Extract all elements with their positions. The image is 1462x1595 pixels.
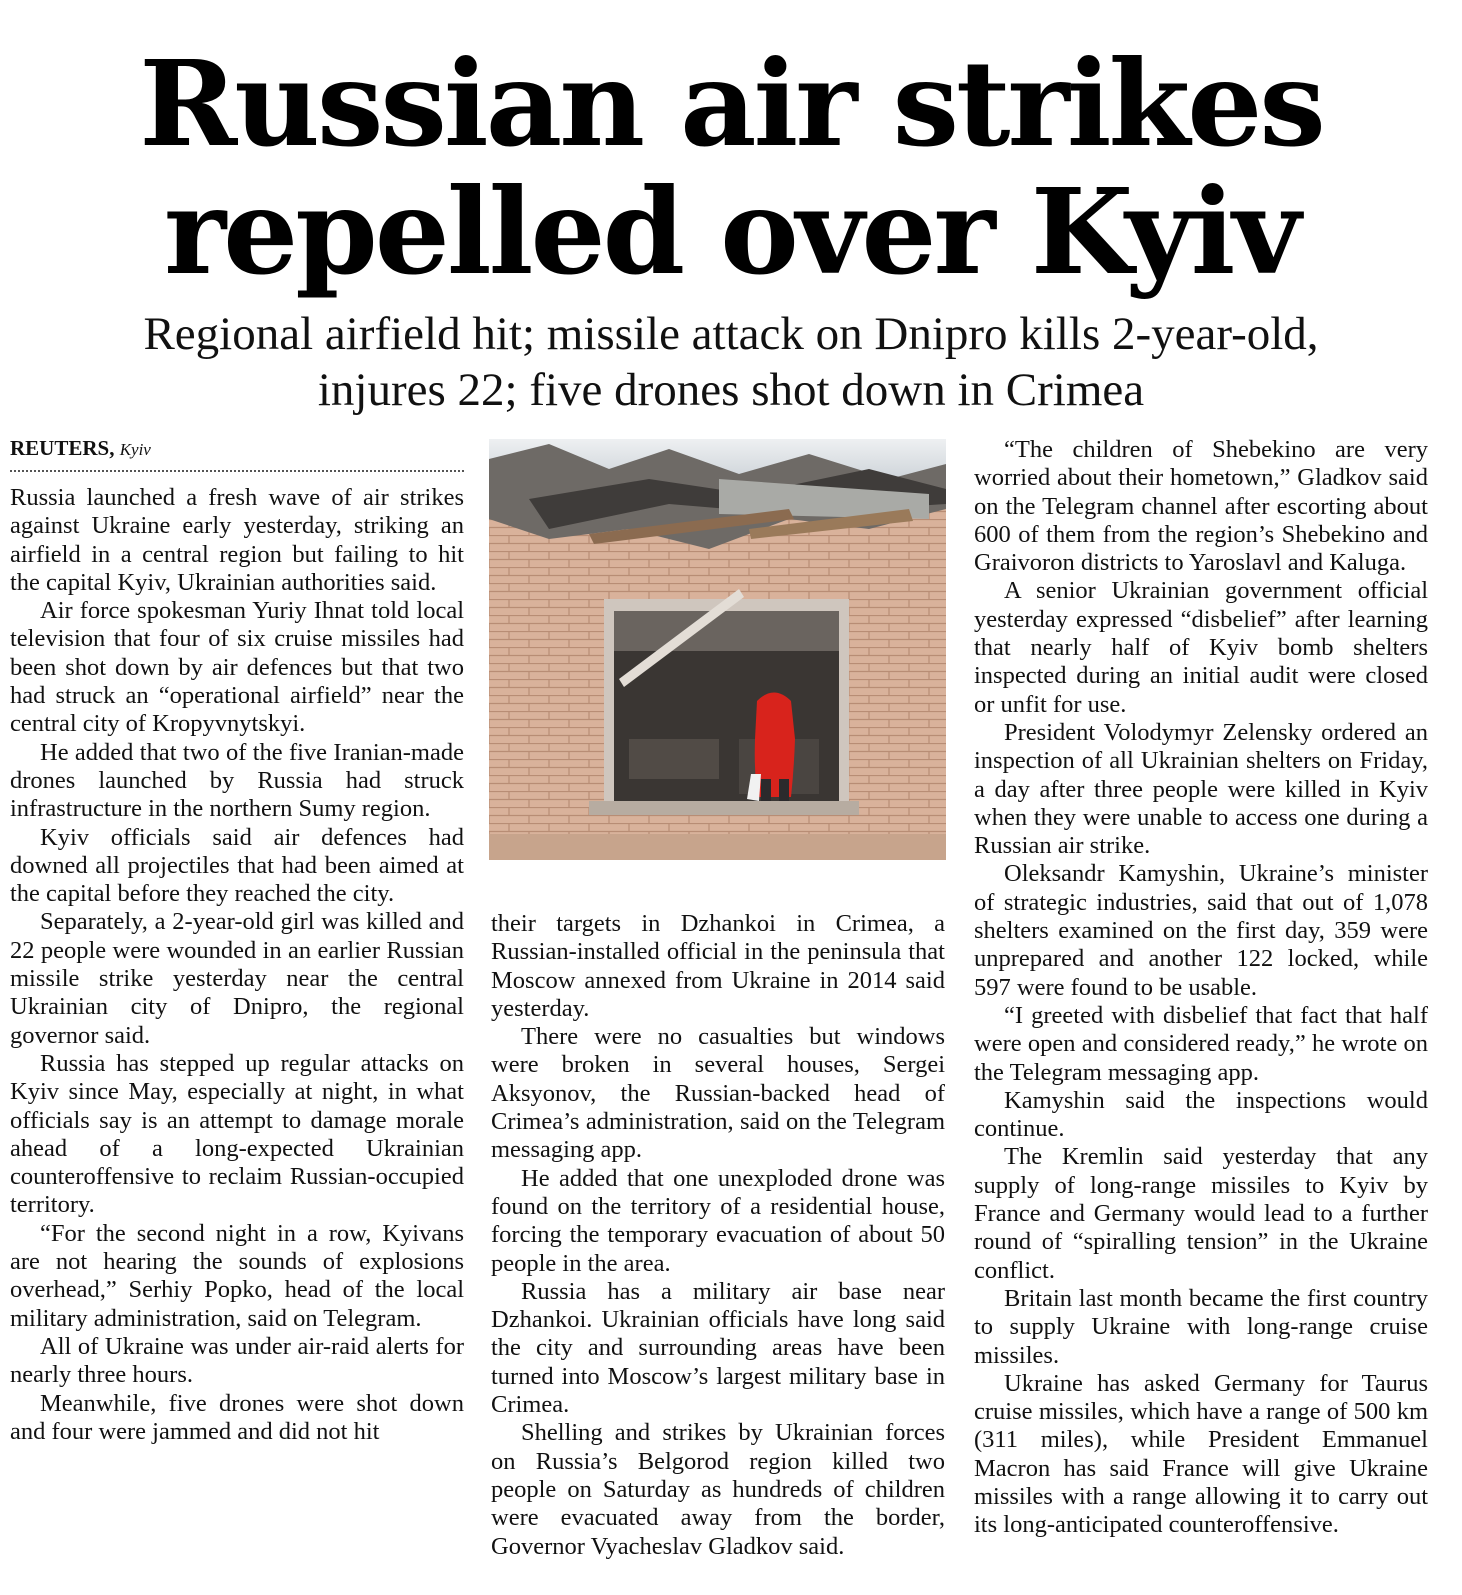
paragraph: Britain last month became the first country to supply Ukraine with long-range cruise missiles. (974, 1284, 1428, 1369)
subheadline (20, 306, 1442, 418)
byline-place: Kyiv (119, 440, 151, 459)
article-column-2 (491, 910, 945, 1586)
subheadline-line-2: injures 22; five drones shot down in Crimea (317, 364, 1145, 416)
paragraph: A senior Ukrainian government official yesterday expressed “disbelief” after learning that nearly half of Kyiv bomb shelters inspected during an initial audit were closed or unfit for use. (974, 577, 1428, 718)
article-column-3 (974, 436, 1428, 1586)
paragraph: Russia has stepped up regular attacks on Kyiv since May, especially at night, in what officials say is an attempt to damage morale ahead of a long-expected Ukrainian counteroffensive to reclaim Russian-occupied territory. (10, 1049, 464, 1219)
byline (10, 436, 464, 472)
paragraph: Meanwhile, five drones were shot down and four were jammed and did not hit (10, 1389, 464, 1445)
paragraph: Oleksandr Kamyshin, Ukraine’s minister of strategic industries, said that out of 1,078 shelters examined on the first day, 359 were unprepared and another 122 locked, while 597 were found to be usable. (974, 860, 1428, 1001)
paragraph: Russia launched a fresh wave of air strikes against Ukraine early yesterday, striking an airfield in a central region but failing to hit the capital Kyiv, Ukrainian authorities said. (10, 484, 464, 596)
paragraph: “For the second night in a row, Kyivans are not hearing the sounds of explosions overhead,” Serhiy Popko, head of the local military administration, said on Telegram. (10, 1219, 464, 1332)
paragraph: Kamyshin said the inspections would continue. (974, 1086, 1428, 1143)
paragraph: Separately, a 2-year-old girl was killed and 22 people were wounded in an earlier Russian missile strike yesterday near the central Ukrainian city of Dnipro, the regional governor said. (10, 908, 464, 1049)
paragraph: Kyiv officials said air defences had downed all projectiles that had been aimed at the capital before they reached the city. (10, 823, 464, 908)
headline (0, 34, 1462, 301)
paragraph: their targets in Dzhankoi in Crimea, a Russian-installed official in the peninsula that Moscow annexed from Ukraine in 2014 said yesterday. (491, 910, 945, 1022)
paragraph: He added that two of the five Iranian-made drones launched by Russia had struck infrastructure in the northern Sumy region. (10, 738, 464, 823)
paragraph: He added that one unexploded drone was found on the territory of a residential house, forcing the temporary evacuation of about 50 people in the area. (491, 1164, 945, 1277)
headline-line-1: Russian air strikes (139, 34, 1323, 173)
subheadline-line-1: Regional airfield hit; missile attack on Dnipro kills 2-year-old, (143, 308, 1319, 360)
paragraph: “The children of Shebekino are very worried about their hometown,” Gladkov said on the Telegram channel after escorting about 600 of them from the region’s Shebekino and Graivoron districts to Yaroslavl and Kaluga. (974, 436, 1428, 577)
paragraph: Ukraine has asked Germany for Taurus cruise missiles, which have a range of 500 km (311 miles), while President Emmanuel Macron has said France will give Ukraine missiles with a range allowing it to carry out its long-anticipated counteroffensive. (974, 1369, 1428, 1539)
paragraph: The Kremlin said yesterday that any supply of long-range missiles to Kyiv by France and Germany would lead to a further round of “spiralling tension” in the Ukraine conflict. (974, 1143, 1428, 1284)
paragraph: President Volodymyr Zelensky ordered an inspection of all Ukrainian shelters on Friday, a day after three people were killed in Kyiv when they were unable to access one during a Russian air strike. (974, 718, 1428, 860)
byline-agency: REUTERS, (10, 436, 115, 460)
paragraph: Shelling and strikes by Ukrainian forces on Russia’s Belgorod region killed two people on Saturday as hundreds of children were evacuated away from the border, Governor Vyacheslav Gladkov said. (491, 1419, 945, 1560)
news-photo (489, 439, 946, 860)
paragraph: Russia has a military air base near Dzhankoi. Ukrainian officials have long said the city and surrounding areas have been turned into Moscow’s largest military base in Crimea. (491, 1277, 945, 1419)
article-column-1 (10, 436, 464, 1586)
paragraph: There were no casualties but windows were broken in several houses, Sergei Aksyonov, the Russian-backed head of Crimea’s administration, said on the Telegram messaging app. (491, 1023, 945, 1164)
paragraph: “I greeted with disbelief that fact that half were open and considered ready,” he wrote on the Telegram messaging app. (974, 1001, 1428, 1086)
paragraph: All of Ukraine was under air-raid alerts for nearly three hours. (10, 1332, 464, 1389)
paragraph: Air force spokesman Yuriy Ihnat told local television that four of six cruise missiles had been shot down by air defences but that two had struck an “operational airfield” near the central city of Kropyvnytskyi. (10, 597, 464, 738)
headline-line-2: repelled over Kyiv (164, 162, 1298, 301)
